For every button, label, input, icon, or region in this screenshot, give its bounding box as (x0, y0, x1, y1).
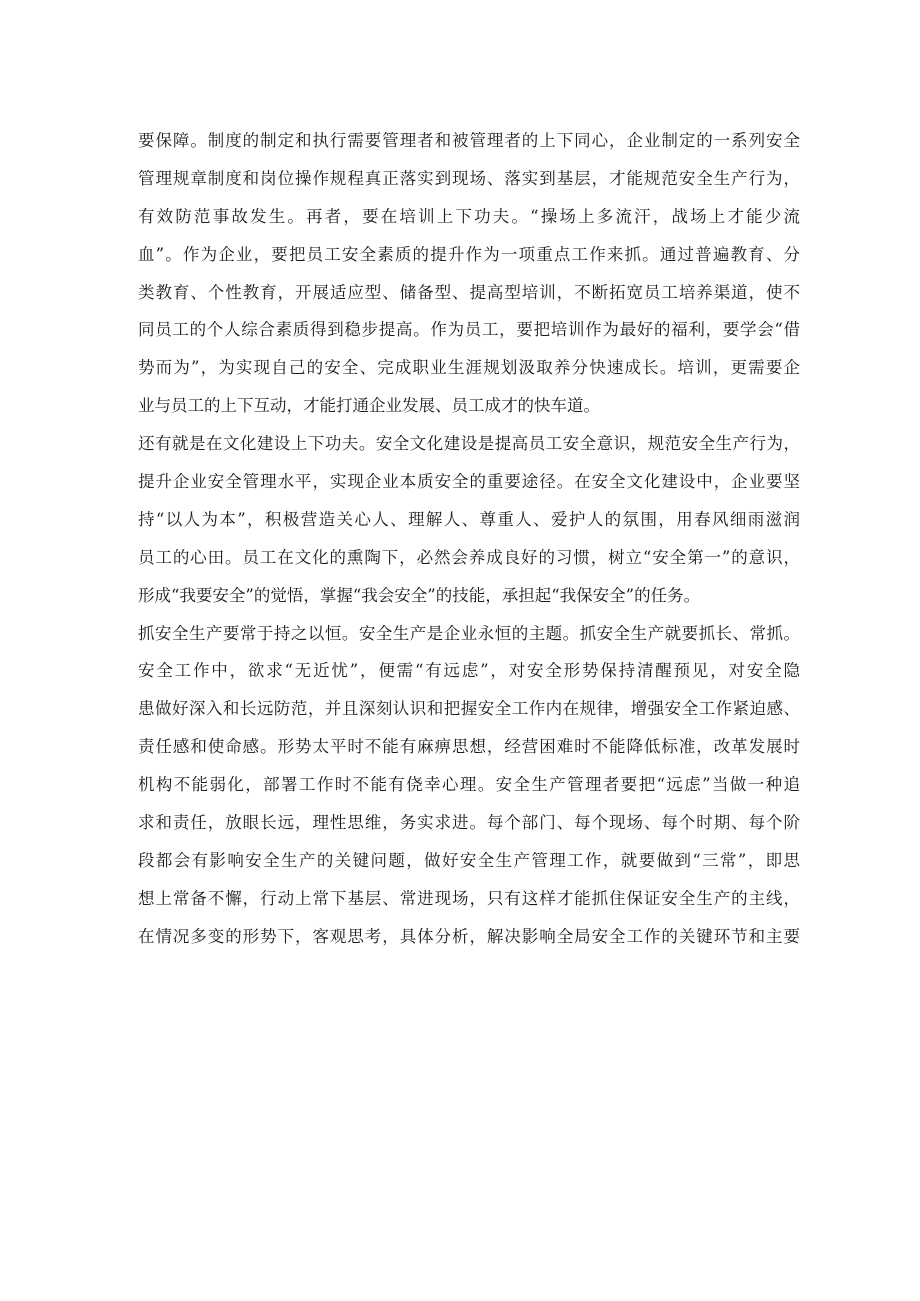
text-line: 段都会有影响安全生产的关键问题，做好安全生产管理工作，就要做到“三常”，即思 (138, 850, 800, 870)
text-line: 血”。作为企业，要把员工安全素质的提升作为一项重点工作来抓。通过普遍教育、分 (138, 244, 800, 264)
text-line: 同员工的个人综合素质得到稳步提高。作为员工，要把培训作为最好的福利，要学会“借 (138, 320, 800, 340)
text-line: 患做好深入和长远防范，并且深刻认识和把握安全工作内在规律，增强安全工作紧迫感、 (138, 699, 800, 719)
text-line: 势而为”，为实现自己的安全、完成职业生涯规划汲取养分快速成长。培训，更需要企 (138, 358, 800, 378)
text-line: 类教育、个性教育，开展适应型、储备型、提高型培训，不断拓宽员工培养渠道，使不 (138, 282, 800, 302)
text-line: 安全工作中，欲求“无近忧”，便需“有远虑”，对安全形势保持清醒预见，对安全隐 (138, 661, 800, 681)
text-line: 持“以人为本”，积极营造关心人、理解人、尊重人、爱护人的氛围，用春风细雨滋润 (138, 509, 800, 529)
text-line: 想上常备不懈，行动上常下基层、常进现场，只有这样才能抓住保证安全生产的主线， (138, 888, 800, 908)
text-line: 在情况多变的形势下，客观思考，具体分析，解决影响全局安全工作的关键环节和主要 (138, 926, 800, 946)
paragraph-2 (138, 425, 800, 614)
text-line: 提升企业安全管理水平，实现企业本质安全的重要途径。在安全文化建设中，企业要坚 (138, 472, 800, 492)
text-line: 责任感和使命感。形势太平时不能有麻痹思想，经营困难时不能降低标准，改革发展时 (138, 737, 800, 757)
text-line: 管理规章制度和岗位操作规程真正落实到现场、落实到基层，才能规范安全生产行为， (138, 168, 800, 188)
text-line: 还有就是在文化建设上下功夫。安全文化建设是提高员工安全意识，规范安全生产行为， (138, 434, 800, 454)
paragraph-1 (138, 122, 800, 425)
paragraph-3 (138, 615, 800, 956)
text-line: 业与员工的上下互动，才能打通企业发展、员工成才的快车道。 (138, 396, 600, 416)
text-line: 形成“我要安全”的觉悟，掌握“我会安全”的技能，承担起“我保安全”的任务。 (138, 585, 701, 605)
text-line: 员工的心田。员工在文化的熏陶下，必然会养成良好的习惯，树立“安全第一”的意识， (138, 547, 800, 567)
text-line: 抓安全生产要常于持之以恒。安全生产是企业永恒的主题。抓安全生产就要抓长、常抓。 (138, 623, 800, 643)
document-body (138, 122, 800, 956)
text-line: 求和责任，放眼长远，理性思维，务实求进。每个部门、每个现场、每个时期、每个阶 (138, 813, 800, 833)
text-line: 机构不能弱化，部署工作时不能有侥幸心理。安全生产管理者要把“远虑”当做一种追 (138, 775, 800, 795)
text-line: 要保障。制度的制定和执行需要管理者和被管理者的上下同心，企业制定的一系列安全 (138, 131, 800, 150)
text-line: 有效防范事故发生。再者，要在培训上下功夫。“操场上多流汗，战场上才能少流 (138, 206, 800, 226)
